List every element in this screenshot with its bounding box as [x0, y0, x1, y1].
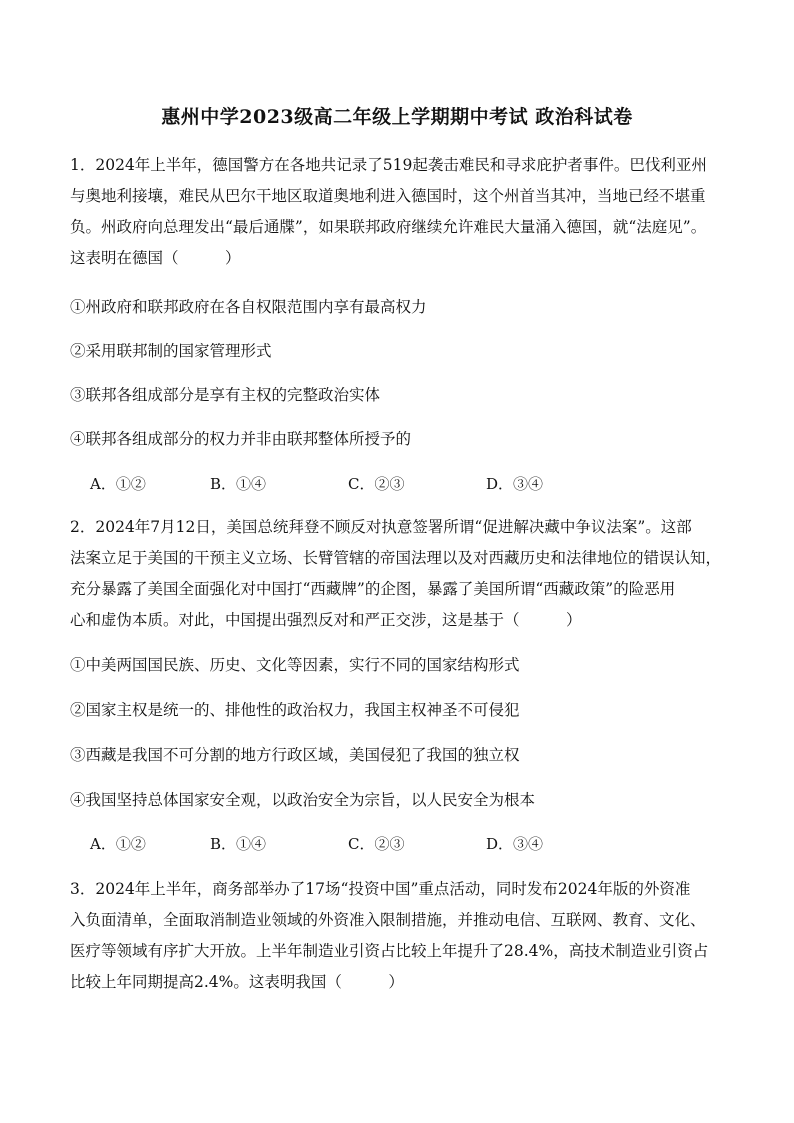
question-3-line-2: 入负面清单，全面取消制造业领域的外资准入限制措施，并推动电信、互联网、教育、文化、: [70, 911, 706, 929]
question-2-option-3: ③西藏是我国不可分割的地方行政区域，美国侵犯了我国的独立权: [70, 746, 520, 764]
question-1-option-4: ④联邦各组成部分的权力并非由联邦整体所授予的: [70, 430, 412, 448]
question-2-option-1: ①中美两国国民族、历史、文化等因素，实行不同的国家结构形式: [70, 656, 520, 674]
question-1-choice-a[interactable]: A．①②: [90, 475, 146, 493]
question-2-choice-c[interactable]: C．②③: [348, 835, 405, 853]
question-1-option-2: ②采用联邦制的国家管理形式: [70, 342, 272, 360]
question-1-stem: [70, 150, 740, 274]
question-1-option-3: ③联邦各组成部分是享有主权的完整政治实体: [70, 386, 381, 404]
question-2-stem: [70, 512, 740, 636]
question-2-line-3: 充分暴露了美国全面强化对中国打“西藏牌”的企图，暴露了美国所谓“西藏政策”的险恶用: [70, 580, 676, 598]
question-3-line-3: 医疗等领域有序扩大开放。上半年制造业引资占比较上年提升了28.4%，高技术制造业引资占: [70, 942, 709, 960]
question-1-choice-d[interactable]: D．③④: [486, 475, 544, 493]
question-2-choice-d[interactable]: D．③④: [486, 835, 544, 853]
question-2-option-4: ④我国坚持总体国家安全观，以政治安全为宗旨，以人民安全为根本: [70, 791, 536, 809]
question-2-option-2: ②国家主权是统一的、排他性的政治权力，我国主权神圣不可侵犯: [70, 701, 520, 719]
question-1-line-4: 这表明在德国（ ）: [70, 249, 241, 267]
question-3-line-1: 3．2024年上半年，商务部举办了17场“投资中国”重点活动，同时发布2024年版的外资准: [70, 880, 691, 898]
question-1-line-2: 与奥地利接壤，难民从巴尔干地区取道奥地利进入德国时，这个州首当其冲，当地已经不堪重: [70, 187, 706, 205]
question-2-choice-a[interactable]: A．①②: [90, 835, 146, 853]
question-1-option-1: ①州政府和联邦政府在各自权限范围内享有最高权力: [70, 298, 427, 316]
question-1-line-1: 1．2024年上半年，德国警方在各地共记录了519起袭击难民和寻求庇护者事件。巴伐利亚州: [70, 156, 707, 174]
question-2-line-2: 法案立足于美国的干预主义立场、长臂管辖的帝国法理以及对西藏历史和法律地位的错误认知，: [70, 549, 722, 567]
question-1-choice-c[interactable]: C．②③: [348, 475, 405, 493]
question-3-stem: [70, 874, 740, 998]
question-3-line-4: 比较上年同期提高2.4%。这表明我国（ ）: [70, 973, 404, 991]
question-1-choice-b[interactable]: B．①④: [210, 475, 267, 493]
question-2-line-4: 心和虚伪本质。对此，中国提出强烈反对和严正交涉，这是基于（ ）: [70, 611, 582, 629]
exam-title: 惠州中学2023级高二年级上学期期中考试 政治科试卷: [161, 106, 633, 128]
question-2-line-1: 2．2024年7月12日，美国总统拜登不顾反对执意签署所谓“促进解决藏中争议法案”。这部: [70, 518, 692, 536]
question-2-choice-b[interactable]: B．①④: [210, 835, 267, 853]
question-1-line-3: 负。州政府向总理发出“最后通牒”，如果联邦政府继续允许难民大量涌入德国，就“法庭见”。: [70, 218, 707, 236]
